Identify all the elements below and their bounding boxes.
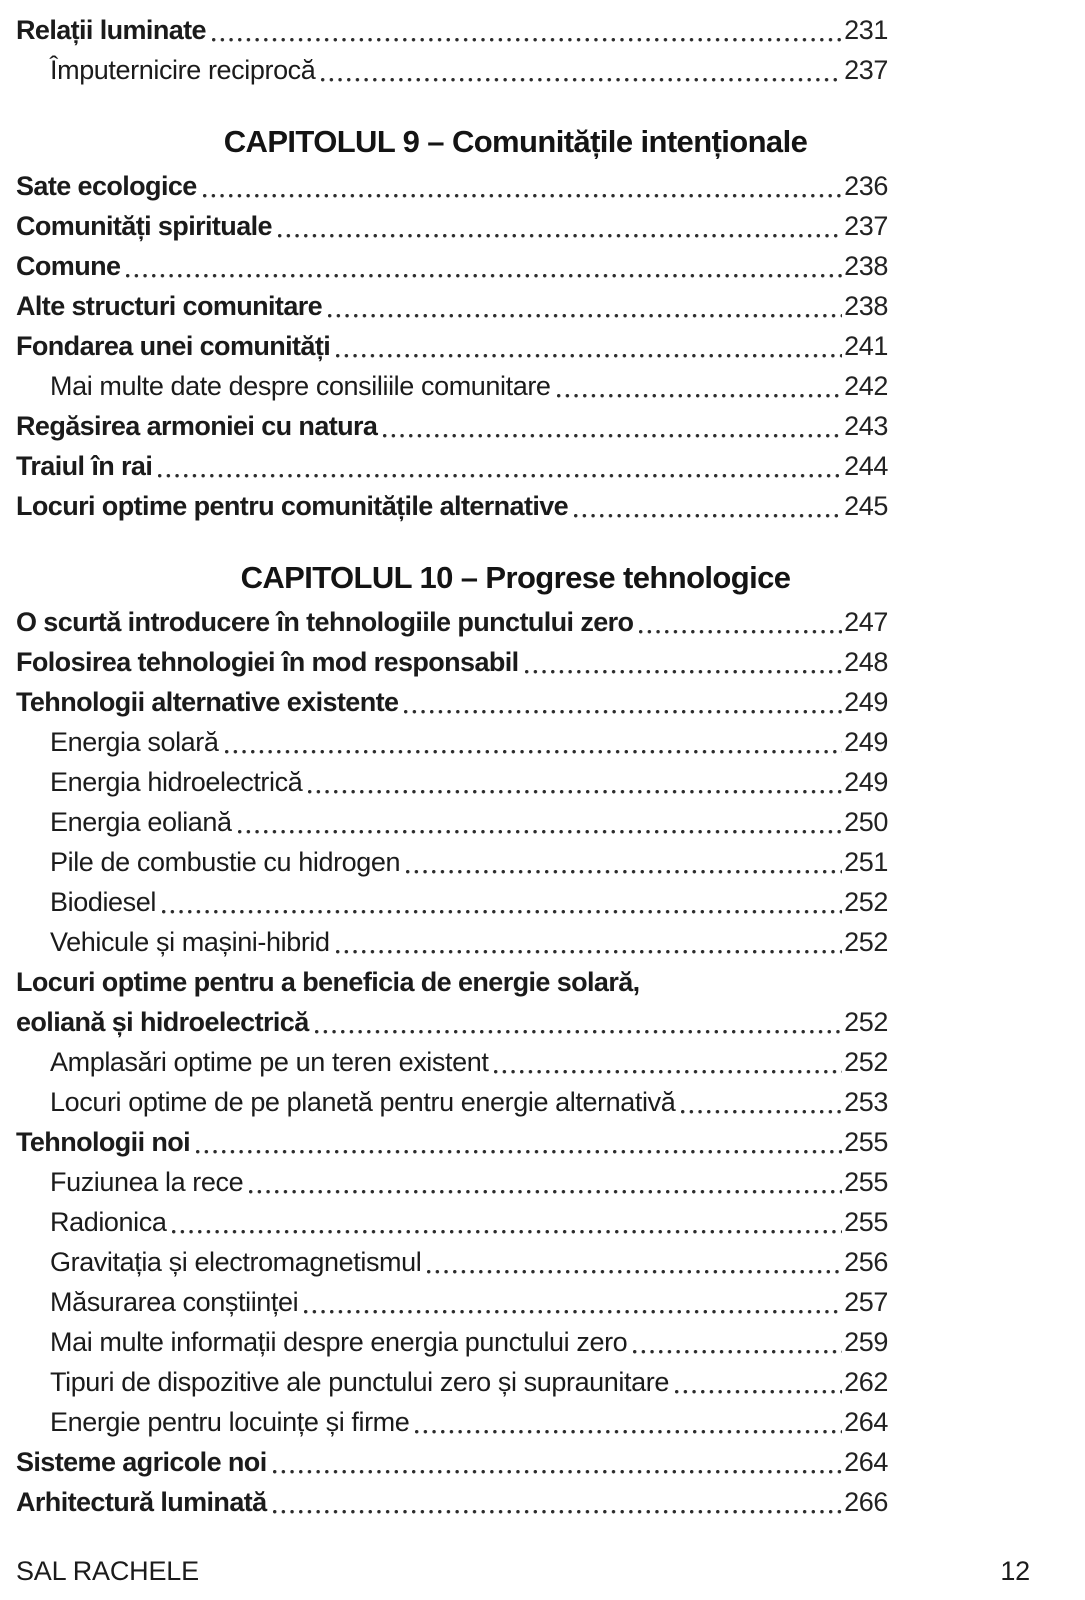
toc-entry-label: Măsurarea conștiinței: [50, 1287, 299, 1317]
toc-entry: [16, 1282, 1015, 1322]
toc-entry: [16, 1442, 1015, 1482]
dot-leader: [404, 710, 842, 715]
toc-entry: [16, 642, 1015, 682]
dot-leader: [525, 670, 843, 675]
toc-entry-label: Împuternicire reciprocă: [50, 55, 316, 85]
toc-entry-label: Radionica: [50, 1207, 167, 1237]
toc-entry-page: 255: [844, 1207, 888, 1237]
toc-entry: [16, 406, 1015, 446]
toc-entry: [16, 922, 1015, 962]
toc-entry: [16, 10, 1015, 50]
toc-entry: [16, 762, 1015, 802]
dot-leader: [162, 910, 842, 915]
toc-entry: [16, 1322, 1015, 1362]
toc-entry: [16, 1042, 1015, 1082]
dot-leader: [196, 1150, 842, 1155]
toc-entry-label: Comunități spirituale: [16, 211, 272, 241]
toc-entry-page: 255: [844, 1167, 888, 1197]
toc-entry-page: 238: [844, 291, 888, 321]
toc-entry-page: 243: [844, 411, 888, 441]
dot-leader: [238, 830, 842, 835]
toc-entry-page: 247: [844, 607, 888, 637]
dot-leader: [681, 1110, 842, 1115]
toc-entry-label: Folosirea tehnologiei în mod responsabil: [16, 647, 519, 677]
toc-entry-label: Sate ecologice: [16, 171, 197, 201]
toc-entry-page: 248: [844, 647, 888, 677]
toc-entry-page: 231: [844, 15, 888, 45]
dot-leader: [321, 78, 842, 83]
toc-entry-page: 252: [844, 1047, 888, 1077]
dot-leader: [172, 1230, 842, 1235]
toc-entry: [16, 50, 1015, 90]
toc-entry: [16, 1082, 1015, 1122]
dot-leader: [494, 1070, 842, 1075]
toc-entry: [16, 166, 1015, 206]
toc-entry-page: 250: [844, 807, 888, 837]
dot-leader: [406, 870, 842, 875]
dot-leader: [639, 630, 842, 635]
toc-entry: [16, 722, 1015, 762]
dot-leader: [278, 234, 842, 239]
toc-entry-page: 245: [844, 491, 888, 521]
toc-entry-page: 241: [844, 331, 888, 361]
toc-entry-label: O scurtă introducere în tehnologiile punctului zero: [16, 607, 634, 637]
dot-leader: [225, 750, 843, 755]
toc-entry-page: 252: [844, 1007, 888, 1037]
toc-entry-page: 236: [844, 171, 888, 201]
footer-author: SAL RACHELE: [16, 1556, 199, 1586]
toc-entry-label: Sisteme agricole noi: [16, 1447, 267, 1477]
toc-entry-label: Regăsirea armoniei cu natura: [16, 411, 378, 441]
toc-entry: [16, 326, 1015, 366]
toc-entry: [16, 446, 1015, 486]
toc-entry-label: Fuziunea la rece: [50, 1167, 244, 1197]
toc-entry-label: Pile de combustie cu hidrogen: [50, 847, 401, 877]
toc-entry-page: 264: [844, 1407, 888, 1437]
toc-entry-label: Biodiesel: [50, 887, 156, 917]
toc-entry-label: Alte structuri comunitare: [16, 291, 323, 321]
toc-entry-page: 249: [844, 767, 888, 797]
dot-leader: [212, 38, 842, 43]
table-of-contents: [16, 10, 1015, 1522]
toc-entry-label: Gravitația și electromagnetismul: [50, 1247, 422, 1277]
toc-entry-page: 262: [844, 1367, 888, 1397]
toc-entry-page: 244: [844, 451, 888, 481]
dot-leader: [328, 314, 842, 319]
dot-leader: [249, 1190, 842, 1195]
footer-page-number: 12: [1000, 1556, 1030, 1586]
toc-entry-label: Mai multe date despre consiliile comunitare: [50, 371, 551, 401]
toc-entry-page: 237: [844, 55, 888, 85]
dot-leader: [557, 394, 843, 399]
toc-entry-page: 259: [844, 1327, 888, 1357]
dot-leader: [304, 1310, 842, 1315]
toc-entry-label: Locuri optime de pe planetă pentru energie alternativă: [50, 1087, 676, 1117]
toc-entry-label: Energie pentru locuințe și firme: [50, 1407, 410, 1437]
dot-leader: [273, 1510, 843, 1515]
dot-leader: [675, 1390, 842, 1395]
toc-entry: [16, 366, 1015, 406]
toc-entry: [16, 1362, 1015, 1402]
toc-entry-page: 237: [844, 211, 888, 241]
chapter-heading: CAPITOLUL 9 – Comunitățile intenționale: [223, 124, 808, 159]
toc-entry-label: Fondarea unei comunități: [16, 331, 331, 361]
toc-entry: [16, 1402, 1015, 1442]
toc-entry-label: Mai multe informații despre energia punctului zero: [50, 1327, 628, 1357]
toc-entry-label: Relații luminate: [16, 15, 206, 45]
toc-entry: [16, 286, 1015, 326]
toc-entry-page: 253: [844, 1087, 888, 1117]
dot-leader: [203, 194, 842, 199]
toc-entry: [16, 882, 1015, 922]
dot-leader: [336, 950, 843, 955]
toc-entry-page: 256: [844, 1247, 888, 1277]
dot-leader: [633, 1350, 842, 1355]
toc-entry: [16, 602, 1015, 642]
toc-entry-label: Tehnologii alternative existente: [16, 687, 399, 717]
toc-entry: [16, 802, 1015, 842]
dot-leader: [126, 274, 842, 279]
toc-entry-page: 242: [844, 371, 888, 401]
dot-leader: [308, 790, 842, 795]
dot-leader: [315, 1030, 843, 1035]
toc-entry-label: Locuri optime pentru comunitățile alternative: [16, 491, 569, 521]
dot-leader: [415, 1430, 842, 1435]
toc-entry: [16, 962, 1015, 1002]
toc-entry-page: 266: [844, 1487, 888, 1517]
dot-leader: [158, 474, 842, 479]
toc-entry-page: 255: [844, 1127, 888, 1157]
toc-entry: [16, 246, 1015, 286]
toc-entry-label: Comune: [16, 251, 121, 281]
toc-entry: [16, 486, 1015, 526]
toc-entry-label: Tipuri de dispozitive ale punctului zero și supraunitare: [50, 1367, 669, 1397]
toc-entry-page: 238: [844, 251, 888, 281]
dot-leader: [336, 354, 842, 359]
dot-leader: [383, 434, 842, 439]
toc-entry-page: 249: [844, 727, 888, 757]
toc-entry-page: 252: [844, 927, 888, 957]
toc-entry-label: Energia solară: [50, 727, 219, 757]
toc-entry-label: Energia hidroelectrică: [50, 767, 303, 797]
toc-entry: [16, 1122, 1015, 1162]
dot-leader: [574, 514, 842, 519]
toc-entry-page: 249: [844, 687, 888, 717]
toc-entry: [16, 206, 1015, 246]
toc-entry-label: Amplasări optime pe un teren existent: [50, 1047, 489, 1077]
toc-entry-label: eoliană și hidroelectrică: [16, 1007, 309, 1037]
dot-leader: [427, 1270, 842, 1275]
toc-entry: [16, 1002, 1015, 1042]
toc-entry-label: Traiul în rai: [16, 451, 153, 481]
toc-entry-label: Locuri optime pentru a beneficia de energie solară,: [16, 967, 640, 997]
page-footer: [16, 1556, 1030, 1587]
toc-entry-page: 257: [844, 1287, 888, 1317]
toc-entry-label: Vehicule și mașini-hibrid: [50, 927, 330, 957]
toc-entry: [16, 1482, 1015, 1522]
dot-leader: [273, 1470, 843, 1475]
toc-entry: [16, 1242, 1015, 1282]
chapter-heading: CAPITOLUL 10 – Progrese tehnologice: [240, 560, 791, 595]
toc-entry-label: Arhitectură luminată: [16, 1487, 267, 1517]
toc-entry-label: Energia eoliană: [50, 807, 232, 837]
toc-entry: [16, 682, 1015, 722]
toc-entry-page: 251: [844, 847, 888, 877]
toc-entry: [16, 1202, 1015, 1242]
toc-entry: [16, 1162, 1015, 1202]
toc-entry-page: 264: [844, 1447, 888, 1477]
toc-entry-page: 252: [844, 887, 888, 917]
toc-entry-label: Tehnologii noi: [16, 1127, 191, 1157]
toc-entry: [16, 842, 1015, 882]
